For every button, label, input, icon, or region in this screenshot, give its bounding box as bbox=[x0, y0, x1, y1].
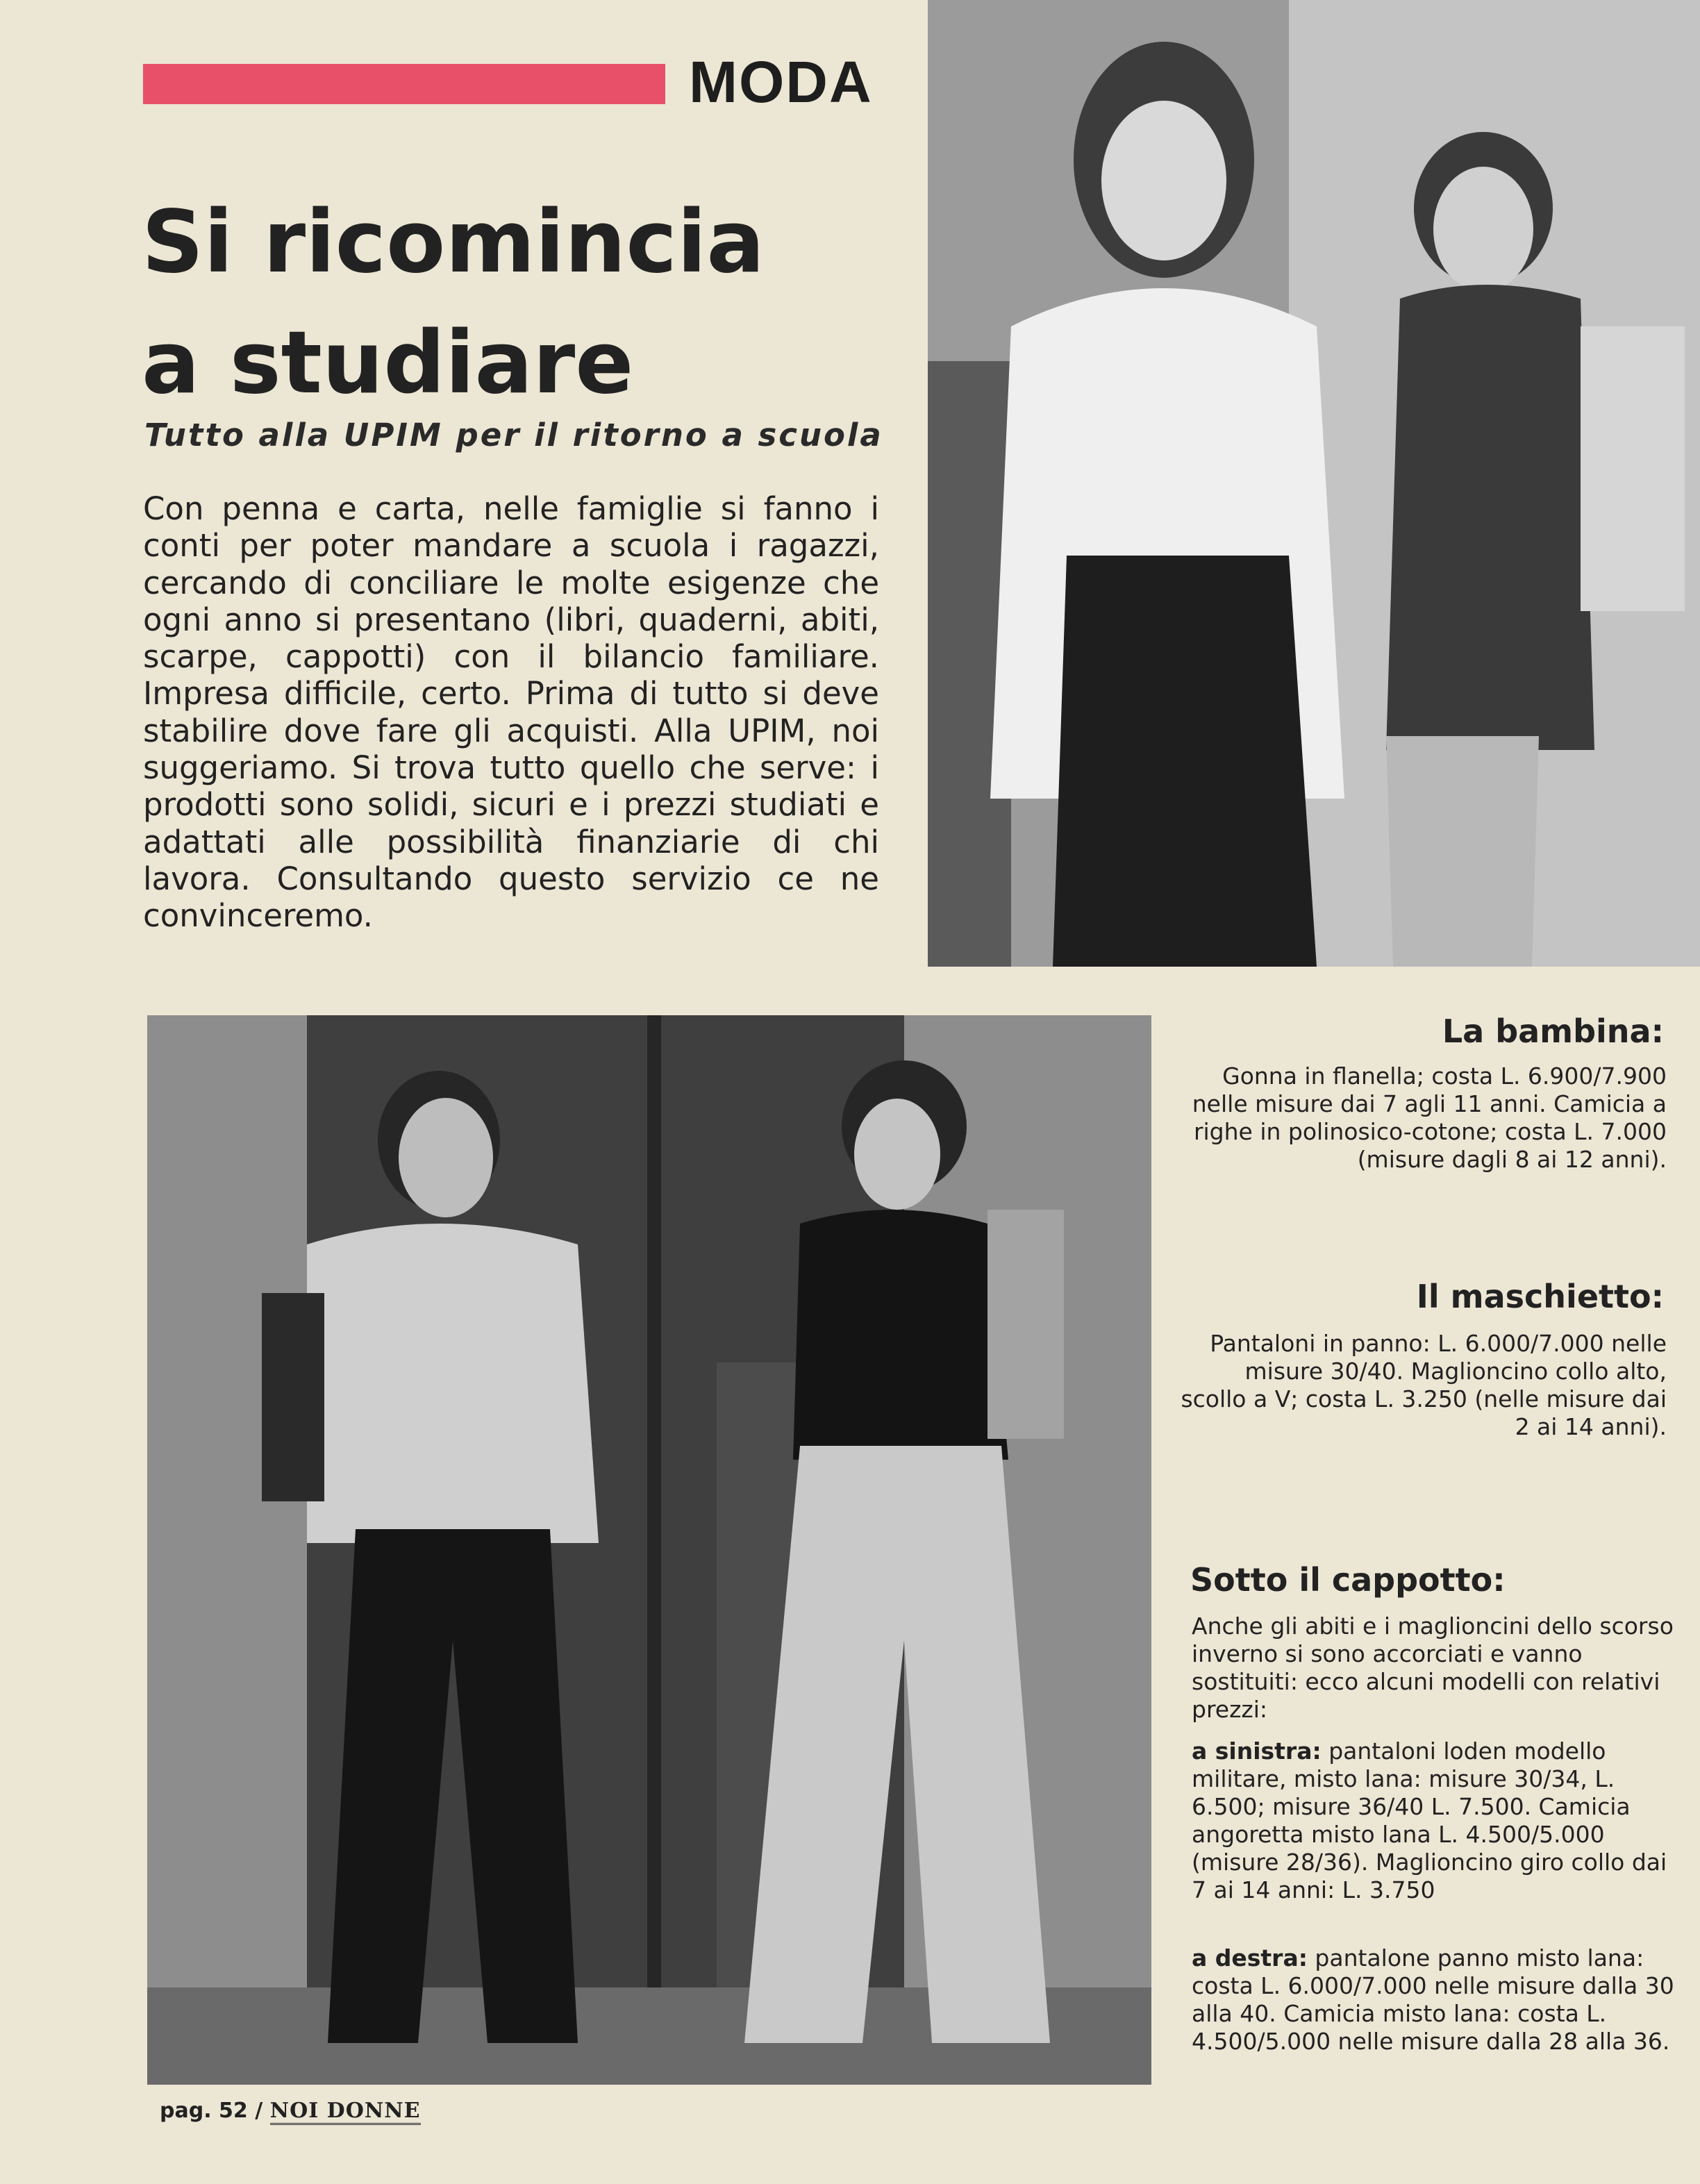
page-number: pag. 52 / bbox=[160, 2099, 263, 2123]
photo-girl-and-boy bbox=[928, 0, 1700, 967]
left-text: pantaloni loden modello militare, misto lana: misure 30/34, L. 6.500; misure 36/40 L. 7.500. Camicia angoretta misto lana L. 4.500/5.000 (misure 28/36). Maglioncino giro collo dai 7 ai 14 anni: L. 3.750 bbox=[1192, 1737, 1667, 1903]
caption-text-maschietto: Pantaloni in panno: L. 6.000/7.000 nelle misure 30/40. Maglioncino collo alto, scollo a V; costa L. 3.250 (nelle misure dai 2 ai 14 anni). bbox=[1181, 1330, 1667, 1440]
caption-text-bambina: Gonna in flanella; costa L. 6.900/7.900 nelle misure dai 7 agli 11 anni. Camicia a righe in polinosico-cotone; costa L. 7.000 (misure dagli 8 ai 12 anni). bbox=[1192, 1062, 1667, 1173]
title-line-1: Si ricomincia bbox=[142, 192, 765, 292]
photo-two-boys-at-door bbox=[147, 1015, 1151, 2085]
caption-right-outfit bbox=[1192, 1944, 1678, 2056]
intro-paragraph: Con penna e carta, nelle famiglie si fanno i conti per poter mandare a scuola i ragazzi, cercando di conciliare le molte esigenze che ogni anno si presentano (libri, quaderni, abiti, scarpe, cappotti) con il bilancio familiare. Impresa difficile, certo. Prima di tutto si deve stabilire dove fare gli acquisti. Alla UPIM, noi suggeriamo. Si trova tutto quello che serve: i prodotti sono solidi, sicuri e i prezzi studiati e adattati alle possibilità finanziarie di chi lavora. Consultando questo servizio ce ne convinceremo. bbox=[143, 490, 879, 935]
article-subtitle: Tutto alla UPIM per il ritorno a scuola bbox=[144, 417, 883, 453]
left-label: a sinistra: bbox=[1192, 1737, 1322, 1765]
caption-heading-maschietto: Il maschietto: bbox=[1416, 1278, 1664, 1315]
magazine-name: NOI DONNE bbox=[270, 2099, 421, 2125]
page-footer bbox=[160, 2099, 421, 2123]
article-title bbox=[142, 182, 906, 424]
caption-left-outfit bbox=[1192, 1737, 1678, 1904]
caption-heading-bambina: La bambina: bbox=[1442, 1012, 1664, 1050]
right-label: a destra: bbox=[1192, 1944, 1308, 1972]
caption-text-cappotto: Anche gli abiti e i maglioncini dello scorso inverno si sono accorciati e vanno sostituiti: ecco alcuni modelli con relativi prezzi: bbox=[1192, 1612, 1674, 1723]
caption-heading-cappotto: Sotto il cappotto: bbox=[1190, 1561, 1506, 1599]
right-text: pantalone panno misto lana: costa L. 6.000/7.000 nelle misure dalla 30 alla 40. Camicia misto lana: costa L. 4.500/5.000 nelle misure dalla 28 alla 36. bbox=[1192, 1944, 1674, 2055]
section-label: MODA bbox=[689, 49, 873, 115]
title-line-2: a studiare bbox=[142, 313, 634, 413]
section-color-bar bbox=[143, 64, 665, 104]
